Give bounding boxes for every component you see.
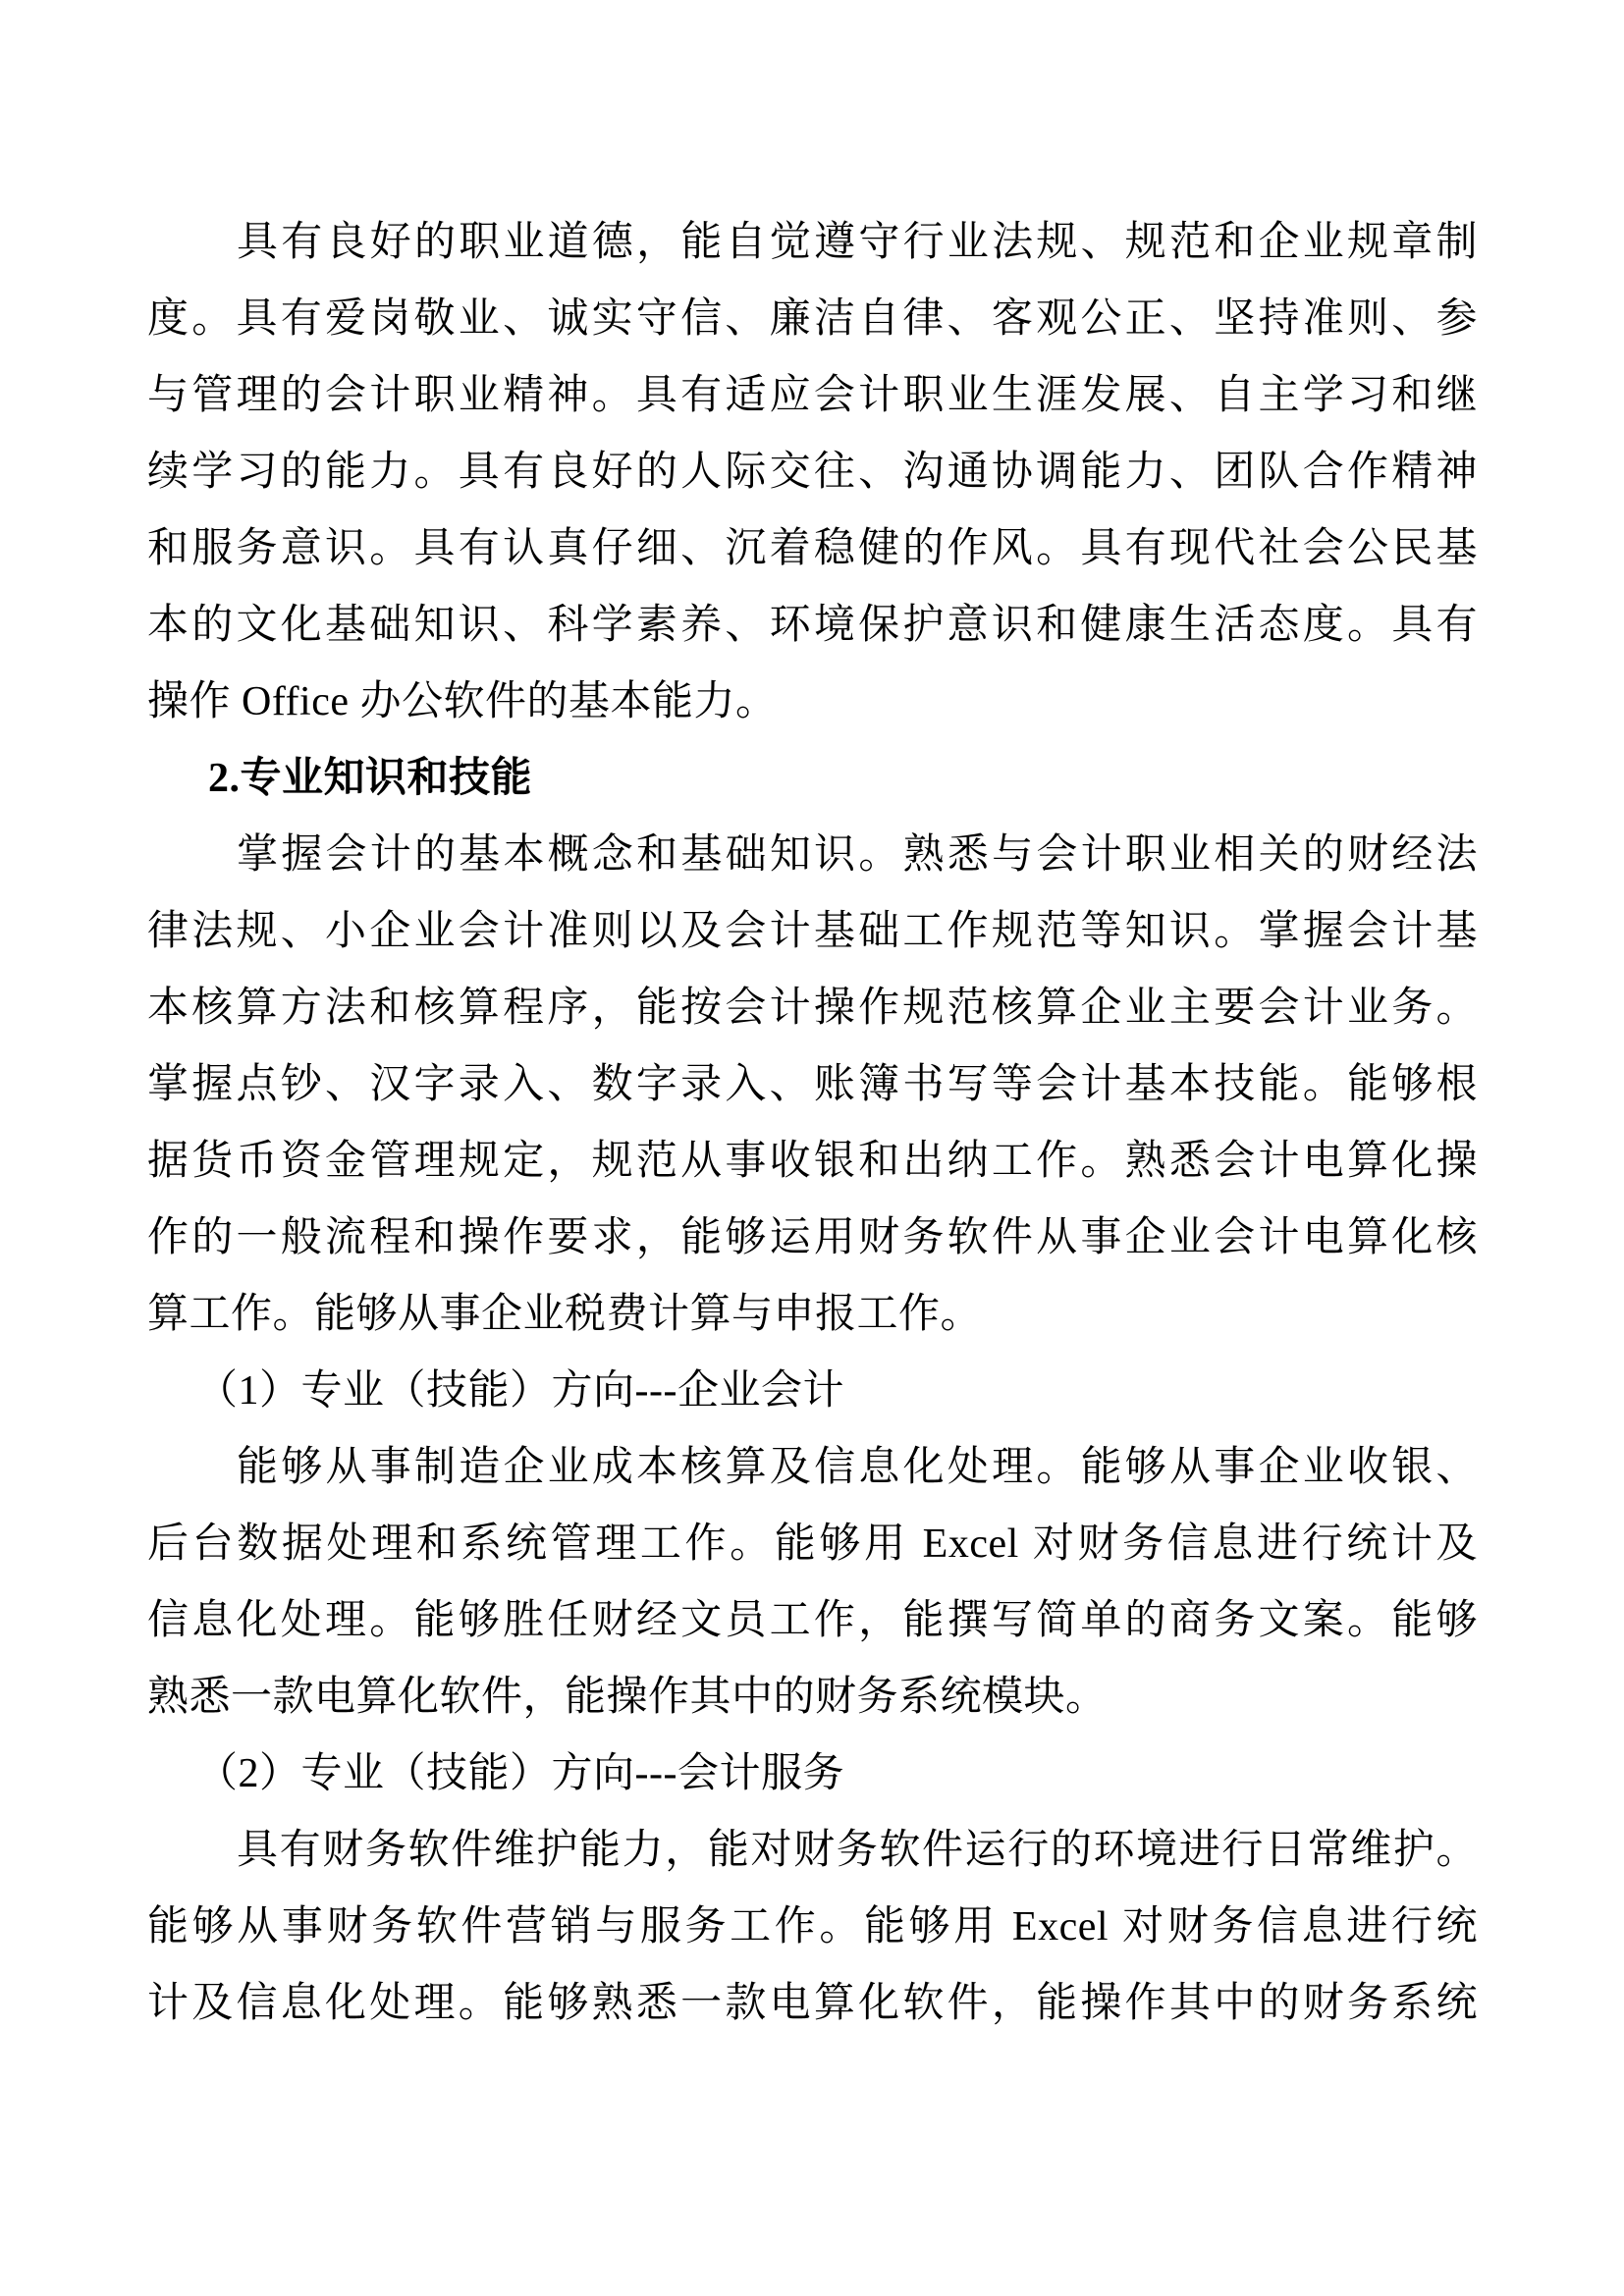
paragraph-line: 后台数据处理和系统管理工作。能够用 Excel 对财务信息进行统计及 xyxy=(147,1522,1478,1567)
paragraph-line: 掌握会计的基本概念和基础知识。熟悉与会计职业相关的财经法 xyxy=(237,832,1478,878)
paragraph-line: 具有财务软件维护能力，能对财务软件运行的环境进行日常维护。 xyxy=(237,1828,1478,1873)
paragraph-line: 算工作。能够从事企业税费计算与申报工作。 xyxy=(147,1292,983,1337)
heading-line: 2.专业知识和技能 xyxy=(208,756,533,801)
paragraph-line: 律法规、小企业会计准则以及会计基础工作规范等知识。掌握会计基 xyxy=(147,909,1478,954)
paragraph-line: 具有良好的职业道德，能自觉遵守行业法规、规范和企业规章制 xyxy=(237,220,1478,265)
paragraph-line: 本的文化基础知识、科学素养、环境保护意识和健康生活态度。具有 xyxy=(147,603,1478,648)
paragraph-line: 本核算方法和核算程序，能按会计操作规范核算企业主要会计业务。 xyxy=(147,986,1478,1031)
paragraph-line: 续学习的能力。具有良好的人际交往、沟通协调能力、团队合作精神 xyxy=(147,450,1478,495)
document-body xyxy=(147,204,1478,2042)
paragraph-line: 熟悉一款电算化软件，能操作其中的财务系统模块。 xyxy=(147,1675,1108,1720)
paragraph-line: 作的一般流程和操作要求，能够运用财务软件从事企业会计电算化核 xyxy=(147,1215,1478,1260)
paragraph-line: 掌握点钞、汉字录入、数字录入、账簿书写等会计基本技能。能够根 xyxy=(147,1062,1478,1107)
paragraph-line: 据货币资金管理规定，规范从事收银和出纳工作。熟悉会计电算化操 xyxy=(147,1139,1478,1184)
paragraph-line: 操作 Office 办公软件的基本能力。 xyxy=(147,679,778,724)
paragraph-line: 信息化处理。能够胜任财经文员工作，能撰写简单的商务文案。能够 xyxy=(147,1598,1478,1643)
paragraph-line: 度。具有爱岗敬业、诚实守信、廉洁自律、客观公正、坚持准则、参 xyxy=(147,296,1478,342)
subheading-line: （2）专业（技能）方向---会计服务 xyxy=(196,1751,844,1796)
paragraph-line: 和服务意识。具有认真仔细、沉着稳健的作风。具有现代社会公民基 xyxy=(147,526,1478,571)
subheading-line: （1）专业（技能）方向---企业会计 xyxy=(196,1368,844,1414)
paragraph-line: 计及信息化处理。能够熟悉一款电算化软件，能操作其中的财务系统 xyxy=(147,1981,1478,2026)
paragraph-line: 能够从事财务软件营销与服务工作。能够用 Excel 对财务信息进行统 xyxy=(147,1904,1478,1949)
paragraph-line: 能够从事制造企业成本核算及信息化处理。能够从事企业收银、 xyxy=(237,1445,1478,1490)
paragraph-line: 与管理的会计职业精神。具有适应会计职业生涯发展、自主学习和继 xyxy=(147,373,1478,418)
